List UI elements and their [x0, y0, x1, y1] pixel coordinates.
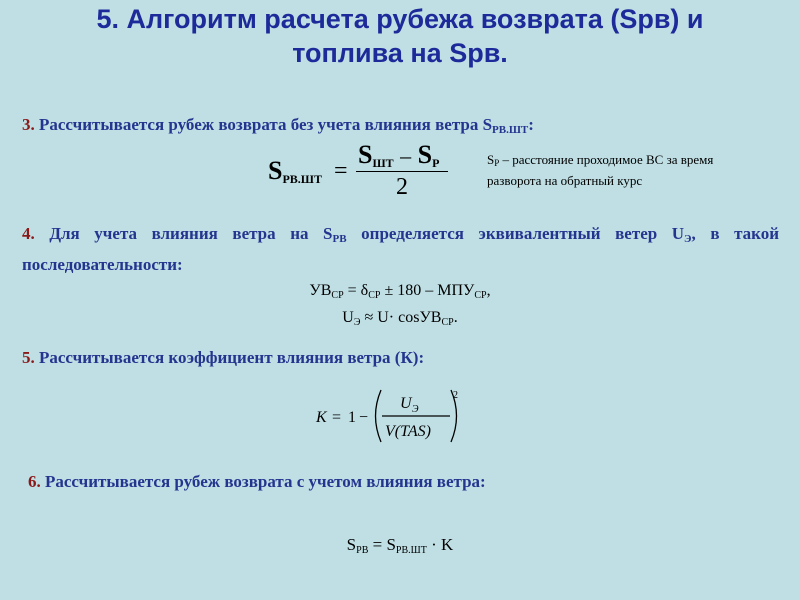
- step-3-heading: [22, 115, 534, 136]
- final-return-boundary-formula: [0, 535, 800, 556]
- step-4-text-3: , в такой последовательности:: [22, 224, 779, 274]
- formula-2-a4: ,: [486, 282, 491, 299]
- step-3-number: 3.: [22, 115, 35, 134]
- step-5-number: 5.: [22, 348, 35, 367]
- formula-2-a2: = δ: [343, 282, 369, 299]
- formula-1-num-subscript-2: Р: [432, 156, 440, 170]
- formula-3-minus: −: [359, 409, 369, 426]
- formula-2-a1: УВ: [309, 282, 332, 299]
- formula-2-a2-sub: СР: [368, 290, 381, 301]
- formula-1-num-symbol-2: S: [417, 140, 433, 169]
- note-subscript: Р: [494, 158, 500, 168]
- formula-1-fraction-bar: [356, 171, 448, 172]
- formula-2-a3-sub: СР: [474, 290, 487, 301]
- sr-definition-note: [487, 151, 787, 190]
- step-5-text: Рассчитывается коэффициент влияния ветра (К):: [34, 348, 425, 367]
- step-4-subscript-2: Э: [684, 233, 692, 245]
- formula-2-b3: .: [453, 309, 458, 326]
- wind-angle-formula: [0, 280, 800, 307]
- step-4-heading: [22, 221, 779, 278]
- formula-1-equals: =: [334, 158, 348, 184]
- step-6-number: 6.: [28, 472, 41, 491]
- formula-3-left-paren: [376, 390, 382, 442]
- step-4-text-2: определяется эквивалентный ветер U: [346, 224, 685, 243]
- note-line-1: – расстояние проходимое ВС за время: [499, 152, 714, 167]
- formula-4-s1: S: [346, 535, 357, 554]
- formula-4-sub-2: РВ.ШТ: [395, 545, 427, 556]
- formula-return-boundary-calm: [268, 140, 468, 202]
- formula-1-minus: –: [400, 143, 412, 168]
- formula-1-num-subscript-1: ШТ: [372, 156, 394, 170]
- wind-coefficient-formula: [310, 384, 480, 448]
- formula-2-b2: ≈ U· cosУВ: [360, 309, 442, 326]
- formula-1-lhs: [268, 156, 322, 187]
- step-3-tail: :: [528, 115, 534, 134]
- step-4-subscript-1: РВ: [332, 233, 347, 245]
- formula-3-power: 2: [453, 390, 458, 401]
- equivalent-wind-formula: [0, 307, 800, 334]
- formula-3-denominator: V(TAS): [385, 423, 431, 440]
- formula-1-lhs-subscript: РВ.ШТ: [282, 172, 322, 186]
- step-3-text: Рассчитывается рубеж возврата без учета влияния ветра S: [34, 115, 493, 134]
- note-line-2: разворота на обратный курс: [487, 173, 643, 188]
- formula-2-a1-sub: СР: [331, 290, 344, 301]
- formula-2-b2-sub: СР: [441, 317, 454, 328]
- formula-1-num-symbol-1: S: [358, 140, 373, 169]
- step-3-subscript: РВ.ШТ: [492, 124, 529, 136]
- note-symbol: S: [487, 152, 495, 167]
- formula-3-numerator-subscript: Э: [412, 404, 419, 415]
- formula-4-sub-1: РВ: [356, 545, 369, 556]
- formula-3-numerator: U: [400, 395, 412, 412]
- formula-3-equals: =: [332, 409, 342, 426]
- formula-2-b1: U: [342, 309, 354, 326]
- step-4-number: 4.: [22, 224, 35, 243]
- formula-1-numerator: [358, 140, 439, 171]
- title-line-2: топлива на Sрв.: [292, 38, 508, 68]
- formula-1-denominator: 2: [396, 174, 408, 200]
- formula-3-k: K: [316, 409, 327, 426]
- step-5-heading: [22, 348, 424, 368]
- formula-1-lhs-symbol: S: [268, 156, 283, 185]
- formula-3-one: 1: [348, 409, 356, 426]
- formula-2-a3: ± 180 – МПУ: [380, 282, 475, 299]
- equivalent-wind-formulas: [0, 280, 800, 334]
- step-6-heading: [28, 472, 486, 492]
- step-6-text: Рассчитывается рубеж возврата с учетом влияния ветра:: [40, 472, 486, 491]
- formula-4-eq: = S: [368, 535, 396, 554]
- formula-2-b1-sub: Э: [353, 317, 361, 328]
- step-4-text-1: Для учета влияния ветра на S: [34, 224, 333, 243]
- title-line-1: 5. Алгоритм расчета рубежа возврата (Sрв) и: [96, 4, 704, 34]
- formula-4-tail: · K: [426, 535, 454, 554]
- slide-title: [0, 2, 800, 70]
